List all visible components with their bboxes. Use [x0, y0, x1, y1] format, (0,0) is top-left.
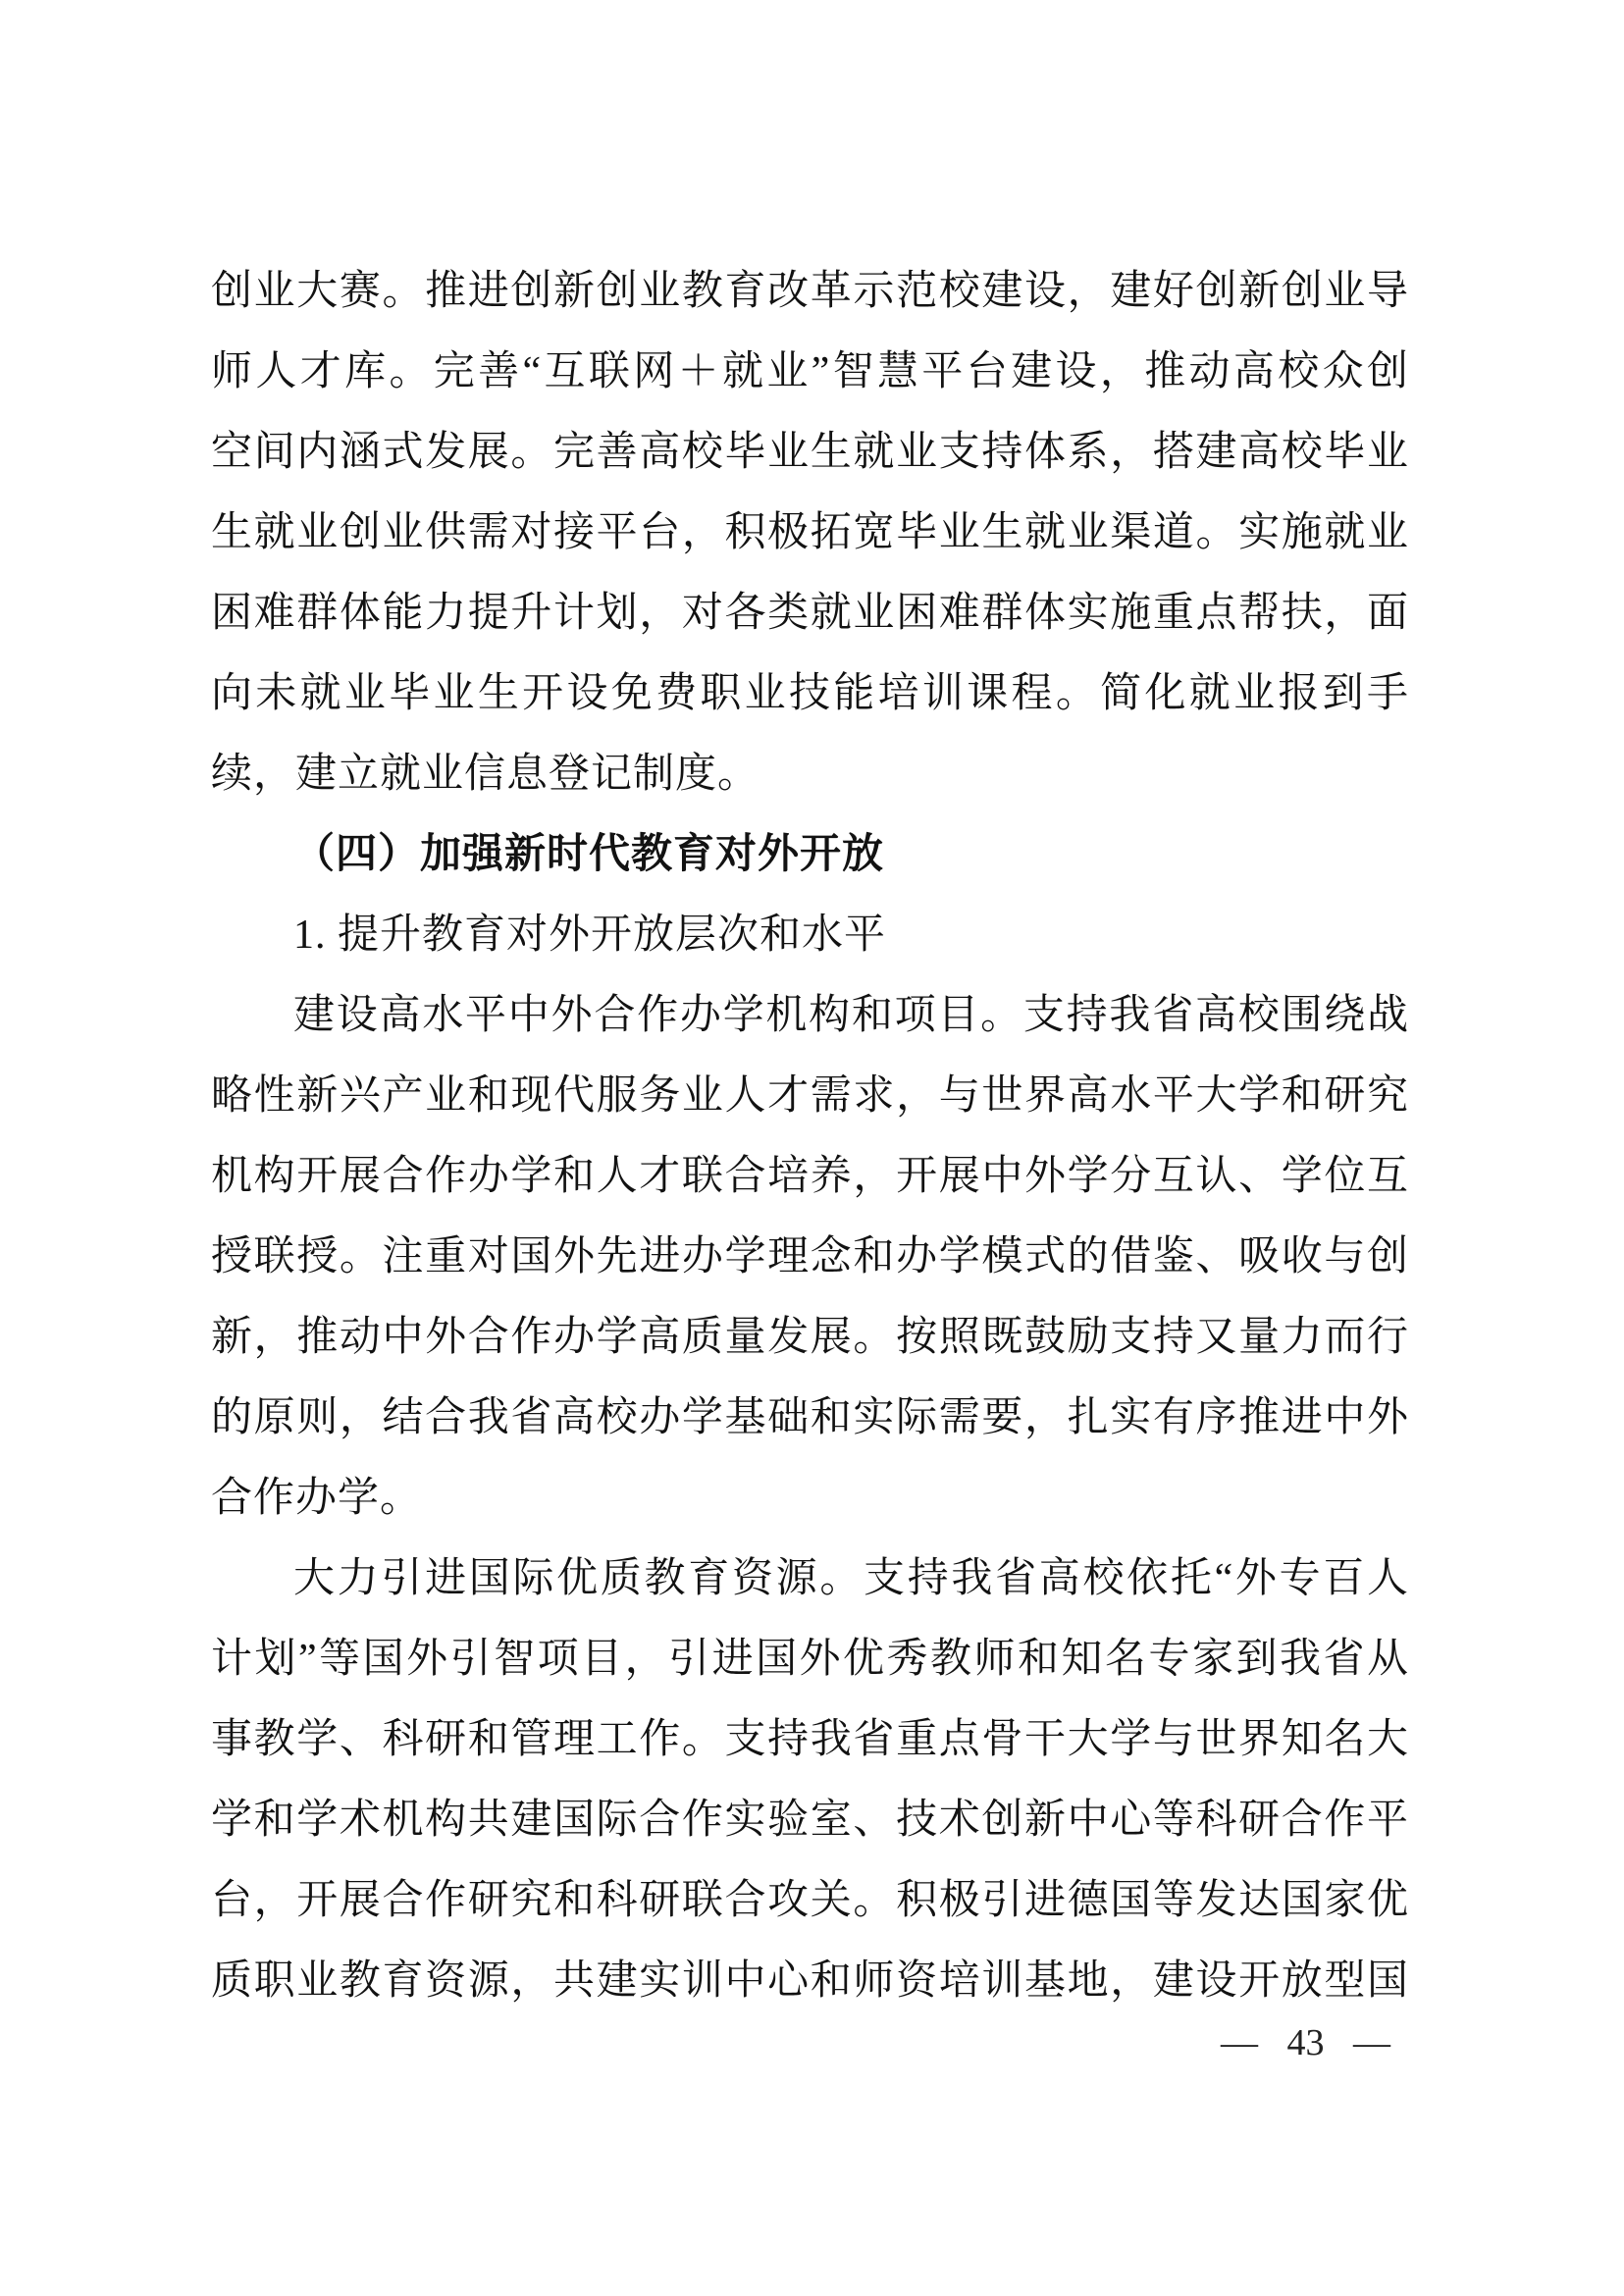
text-line: 续，建立就业信息登记制度。 [211, 752, 760, 797]
text-line: 略性新兴产业和现代服务业人才需求，与世界高水平大学和研究 [211, 1073, 1409, 1119]
text-line: 大力引进国际优质教育资源。支持我省高校依托“外专百人 [293, 1556, 1409, 1601]
text-line: （四）加强新时代教育对外开放 [293, 832, 885, 877]
text-line: 质职业教育资源，共建实训中心和师资培训基地，建设开放型国 [211, 1958, 1409, 2004]
text-line: 空间内涵式发展。完善高校毕业生就业支持体系，搭建高校毕业 [211, 430, 1409, 475]
text-line: 的原则，结合我省高校办学基础和实际需要，扎实有序推进中外 [211, 1395, 1409, 1440]
text-line: 合作办学。 [211, 1476, 423, 1521]
text-line: 生就业创业供需对接平台，积极拓宽毕业生就业渠道。实施就业 [211, 510, 1409, 555]
text-line: 困难群体能力提升计划，对各类就业困难群体实施重点帮扶，面 [211, 591, 1409, 636]
text-line: 创业大赛。推进创新创业教育改革示范校建设，建好创新创业导 [211, 269, 1409, 314]
text-line: 授联授。注重对国外先进办学理念和办学模式的借鉴、吸收与创 [211, 1234, 1409, 1279]
text-line: 建设高水平中外合作办学机构和项目。支持我省高校围绕战 [293, 993, 1409, 1038]
text-line: 计划”等国外引智项目，引进国外优秀教师和知名专家到我省从 [211, 1637, 1409, 1682]
text-line: 1. 提升教育对外开放层次和水平 [293, 913, 887, 958]
document-text-block [211, 251, 1409, 2021]
text-line: 机构开展合作办学和人才联合培养，开展中外学分互认、学位互 [211, 1154, 1409, 1199]
page-number: — 43 — [1221, 2022, 1390, 2063]
text-line: 师人才库。完善“互联网＋就业”智慧平台建设，推动高校众创 [211, 349, 1409, 394]
text-line: 事教学、科研和管理工作。支持我省重点骨干大学与世界知名大 [211, 1717, 1409, 1762]
text-line: 向未就业毕业生开设免费职业技能培训课程。简化就业报到手 [211, 671, 1409, 716]
text-line: 台，开展合作研究和科研联合攻关。积极引进德国等发达国家优 [211, 1878, 1409, 1923]
text-line: 新，推动中外合作办学高质量发展。按照既鼓励支持又量力而行 [211, 1315, 1409, 1360]
text-line: 学和学术机构共建国际合作实验室、技术创新中心等科研合作平 [211, 1798, 1409, 1843]
